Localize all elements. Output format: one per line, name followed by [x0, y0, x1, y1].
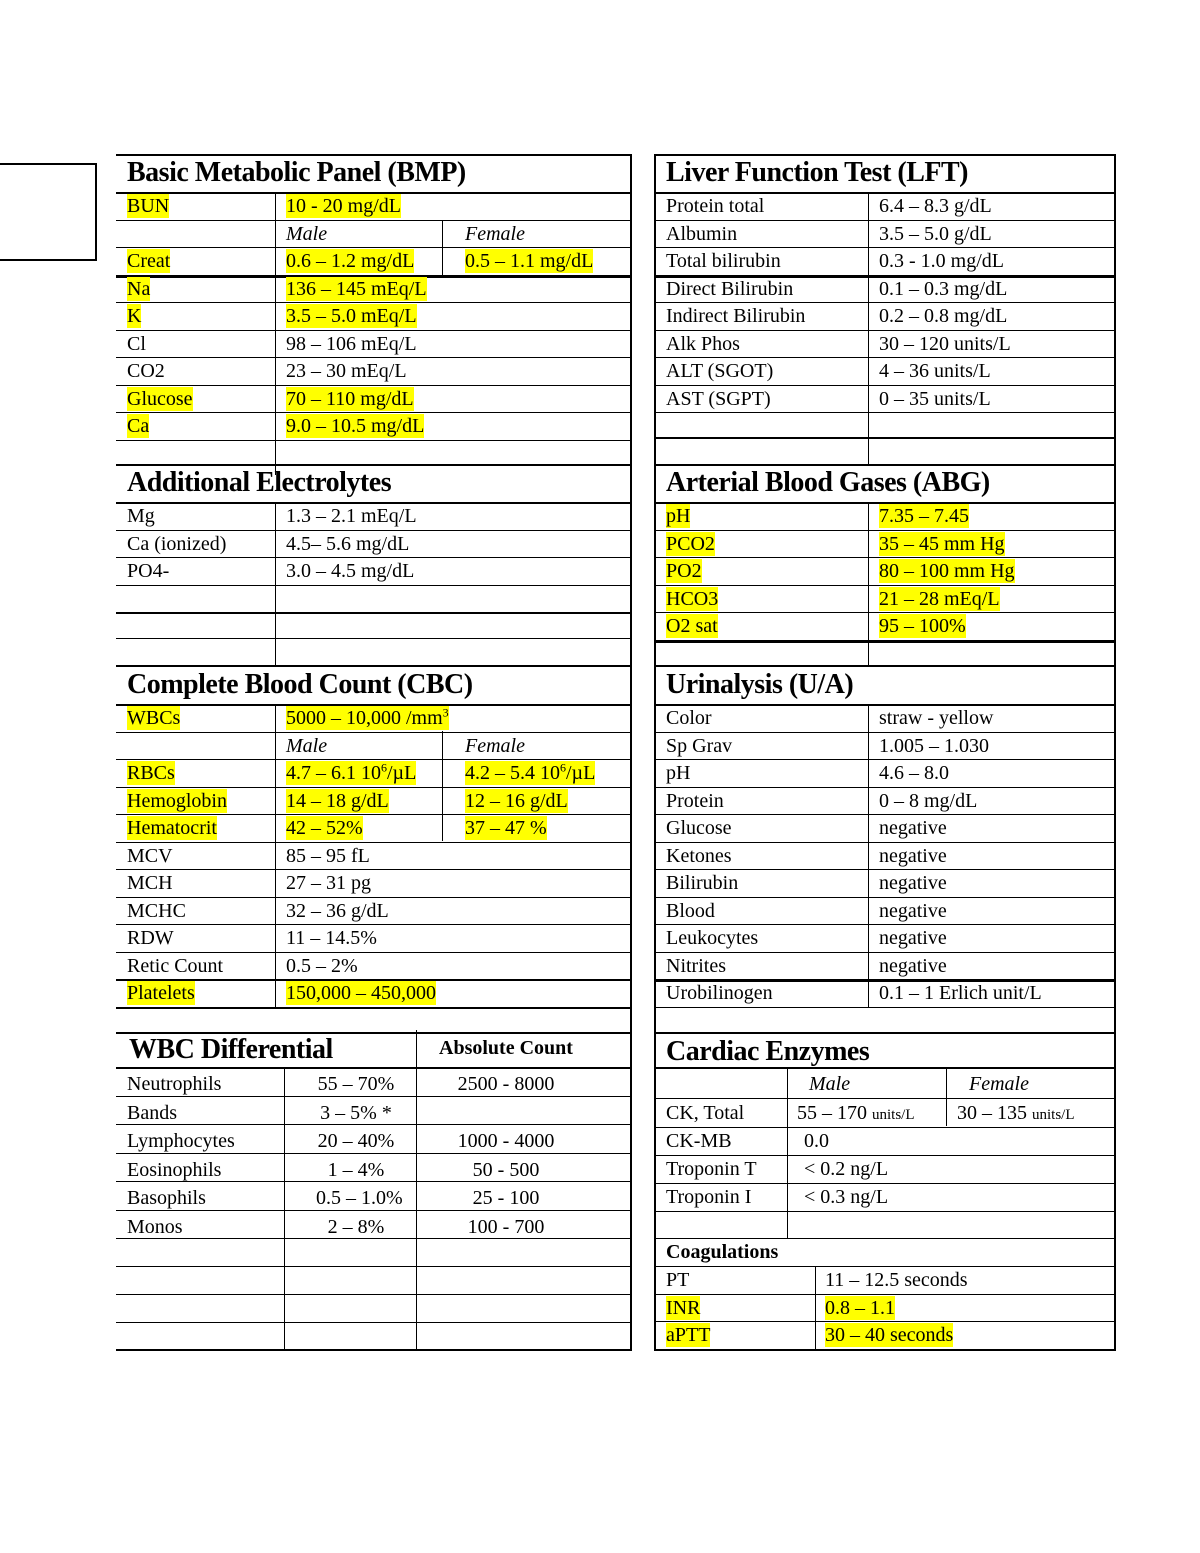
- bmp-value-female: 0.5 – 1.1 mg/dL: [465, 250, 594, 272]
- coag-name: INR: [666, 1296, 701, 1319]
- cbc-name: MCH: [127, 872, 173, 894]
- rule-line: [654, 1007, 1116, 1008]
- column-line: [275, 704, 276, 1007]
- rule-line: [116, 952, 632, 953]
- rule-line: [654, 557, 1116, 558]
- lft-value: 0 – 35 units/L: [879, 387, 991, 410]
- electrolyte-name: Ca (ionized): [127, 532, 227, 555]
- rule-line: [654, 302, 1116, 303]
- bmp-name: CO2: [127, 360, 165, 382]
- bmp-name: Ca: [127, 415, 150, 437]
- cbc-rbc-female-exponent: 6: [560, 760, 566, 775]
- abg-value: 95 – 100%: [879, 615, 966, 637]
- cbc-rbc-male-exponent: 6: [381, 760, 387, 775]
- cbc-male-header: Male: [286, 734, 328, 757]
- rule-line: [116, 585, 632, 586]
- ua-value: negative: [879, 817, 947, 839]
- rule-line: [654, 1294, 1116, 1295]
- rule-line: [654, 1067, 1116, 1069]
- cbc-hct-name: Hematocrit: [127, 817, 217, 839]
- bmp-value: 0.6 – 1.2 mg/dL: [286, 250, 415, 272]
- rule-line: [116, 1210, 632, 1211]
- rule-line: [116, 412, 632, 413]
- ua-name: Glucose: [666, 817, 732, 839]
- rule-line: [654, 1238, 1116, 1239]
- cbc-value: 0.5 – 2%: [286, 954, 358, 977]
- cardiac-ck-male-range: 55 – 170: [797, 1102, 867, 1124]
- rule-line: [116, 1096, 632, 1097]
- lft-value: 0.3 - 1.0 mg/dL: [879, 250, 1004, 272]
- cbc-platelets-name: Platelets: [127, 982, 195, 1004]
- bmp-name: Na: [127, 277, 151, 300]
- wbc-diff-pct: 20 – 40%: [317, 1130, 395, 1152]
- cbc-wbc-value: [286, 706, 449, 730]
- bmp-name: Glucose: [127, 387, 193, 410]
- rule-line: [654, 842, 1116, 843]
- column-line: [868, 502, 869, 665]
- bmp-name: K: [127, 305, 142, 327]
- abg-value: 35 – 45 mm Hg: [879, 532, 1005, 555]
- rule-line: [654, 952, 1116, 953]
- wbc-diff-pct: 55 – 70%: [317, 1073, 395, 1095]
- rule-line: [654, 357, 1116, 358]
- rule-line: [116, 665, 632, 667]
- column-line: [275, 192, 276, 475]
- rule-line: [654, 1211, 1116, 1212]
- abg-title: Arterial Blood Gases (ABG): [666, 467, 990, 498]
- electrolyte-name: PO4-: [127, 560, 170, 582]
- bmp-value: 10 - 20 mg/dL: [286, 195, 401, 217]
- rule-line: [654, 1349, 1116, 1351]
- lft-value: 0.2 – 0.8 mg/dL: [879, 305, 1008, 327]
- bmp-male-header: Male: [286, 222, 328, 245]
- cbc-rbc-female-base: 4.2 – 5.4 10: [465, 762, 560, 784]
- rule-line: [116, 1181, 632, 1182]
- cbc-rbc-male-base: 4.7 – 6.1 10: [286, 762, 381, 784]
- rule-line: [654, 1032, 1116, 1034]
- lft-value: 6.4 – 8.3 g/dL: [879, 195, 992, 217]
- rule-line: [116, 440, 632, 441]
- wbc-diff-pct: 1 – 4%: [327, 1158, 385, 1181]
- rule-line: [654, 1321, 1116, 1322]
- lft-value: 4 – 36 units/L: [879, 360, 991, 382]
- bmp-value: 9.0 – 10.5 mg/dL: [286, 415, 425, 437]
- rule-line: [116, 814, 632, 815]
- cbc-value: 32 – 36 g/dL: [286, 899, 389, 922]
- bmp-title: Basic Metabolic Panel (BMP): [127, 157, 466, 188]
- cbc-title: Complete Blood Count (CBC): [127, 669, 473, 700]
- cbc-rbc-female-unit: /µL: [566, 762, 596, 784]
- rule-line: [116, 385, 632, 386]
- rule-line: [654, 924, 1116, 925]
- wbc-diff-pct: 2 – 8%: [327, 1215, 385, 1238]
- wbc-diff-abs-header: Absolute Count: [439, 1037, 573, 1059]
- rule-line: [654, 759, 1116, 760]
- rule-line: [116, 787, 632, 788]
- rule-line: [654, 585, 1116, 586]
- bmp-value: 136 – 145 mEq/L: [286, 277, 427, 300]
- cardiac-ck-female-unit: units/L: [1032, 1107, 1075, 1123]
- cbc-name: MCHC: [127, 899, 186, 922]
- column-line: [275, 502, 276, 665]
- cbc-wbc-value-base: 5000 – 10,000 /mm: [286, 707, 443, 729]
- column-line: [787, 1067, 788, 1238]
- cardiac-female-header: Female: [969, 1073, 1029, 1095]
- cbc-hct-male: 42 – 52%: [286, 817, 363, 839]
- rule-line: [116, 1322, 632, 1323]
- wbc-diff-abs: 25 - 100: [472, 1187, 540, 1209]
- rule-line: [116, 357, 632, 358]
- cardiac-ck-name: CK, Total: [666, 1102, 745, 1124]
- electrolytes-title: Additional Electrolytes: [127, 467, 392, 498]
- rule-line: [654, 464, 1116, 466]
- rule-line: [116, 154, 632, 156]
- abg-name: PCO2: [666, 532, 715, 555]
- rule-line: [654, 154, 1116, 156]
- ua-value: negative: [879, 872, 947, 894]
- coag-title: Coagulations: [666, 1241, 779, 1263]
- coag-name: PT: [666, 1269, 690, 1291]
- wbc-diff-name: Basophils: [127, 1187, 206, 1209]
- abg-name: PO2: [666, 560, 702, 582]
- abg-name: pH: [666, 505, 691, 527]
- rule-line: [654, 412, 1116, 413]
- cardiac-value: < 0.2 ng/L: [804, 1158, 889, 1180]
- lft-value: 30 – 120 units/L: [879, 332, 1011, 355]
- bmp-name: Creat: [127, 250, 171, 272]
- rule-line: [654, 1183, 1116, 1184]
- rule-line: [116, 1007, 632, 1009]
- cbc-name: RDW: [127, 927, 174, 949]
- bmp-value: 70 – 110 mg/dL: [286, 387, 414, 410]
- wbc-diff-title: WBC Differential: [129, 1034, 333, 1065]
- rule-line: [116, 1124, 632, 1125]
- cbc-hgb-male: 14 – 18 g/dL: [286, 789, 389, 812]
- ua-name: Color: [666, 707, 712, 729]
- cardiac-male-header: Male: [809, 1073, 851, 1095]
- ua-value: straw - yellow: [879, 707, 994, 729]
- lft-value: 0.1 – 0.3 mg/dL: [879, 277, 1008, 300]
- lft-name: Direct Bilirubin: [666, 277, 794, 300]
- cbc-wbc-name: WBCs: [127, 707, 181, 729]
- rule-line: [654, 247, 1116, 248]
- ua-name: Sp Grav: [666, 734, 733, 757]
- wbc-diff-pct: 3 – 5% *: [320, 1101, 392, 1124]
- rule-line: [654, 787, 1116, 788]
- column-line: [654, 154, 656, 1351]
- rule-line: [116, 1238, 632, 1239]
- wbc-diff-name: Monos: [127, 1215, 183, 1238]
- rule-line: [654, 612, 1116, 613]
- lft-name: Alk Phos: [666, 332, 740, 355]
- rule-line: [654, 665, 1116, 667]
- rule-line: [116, 247, 632, 248]
- rule-line: [116, 330, 632, 331]
- rule-line: [116, 1067, 632, 1069]
- wbc-diff-name: Neutrophils: [127, 1073, 222, 1095]
- column-line: [815, 1266, 816, 1349]
- rule-line: [116, 1294, 632, 1295]
- rule-line: [654, 385, 1116, 386]
- electrolyte-value: 4.5– 5.6 mg/dL: [286, 532, 410, 555]
- lft-value: 3.5 – 5.0 g/dL: [879, 222, 992, 245]
- rule-line: [654, 330, 1116, 331]
- ua-name: Nitrites: [666, 954, 726, 977]
- column-line: [946, 1067, 947, 1126]
- rule-line: [116, 759, 632, 760]
- cardiac-ck-male-unit: units/L: [872, 1107, 915, 1123]
- ua-value: negative: [879, 844, 947, 867]
- lft-name: Albumin: [666, 222, 738, 245]
- wbc-diff-abs: 100 - 700: [467, 1215, 545, 1238]
- rule-line: [116, 869, 632, 870]
- cbc-rbc-male-unit: /µL: [387, 762, 417, 784]
- cbc-value: 11 – 14.5%: [286, 927, 377, 949]
- ua-value: negative: [879, 954, 947, 977]
- rule-line: [116, 897, 632, 898]
- coag-name: aPTT: [666, 1324, 711, 1346]
- ua-name: pH: [666, 762, 691, 784]
- cardiac-ck-female: [957, 1101, 1075, 1127]
- rule-line: [116, 1349, 632, 1351]
- bmp-female-header: Female: [465, 222, 525, 245]
- cbc-name: MCV: [127, 844, 173, 867]
- cbc-female-header: Female: [465, 734, 525, 757]
- ua-value: 4.6 – 8.0: [879, 762, 949, 784]
- ua-value: 1.005 – 1.030: [879, 734, 989, 757]
- lft-name: ALT (SGOT): [666, 360, 774, 382]
- rule-line: [116, 612, 632, 614]
- rule-line: [654, 1155, 1116, 1156]
- cbc-hgb-female: 12 – 16 g/dL: [465, 789, 568, 812]
- lft-title: Liver Function Test (LFT): [666, 157, 969, 188]
- column-line: [442, 731, 443, 841]
- cardiac-title: Cardiac Enzymes: [666, 1036, 870, 1067]
- abg-value: 80 – 100 mm Hg: [879, 560, 1015, 582]
- cardiac-value: 0.0: [804, 1130, 829, 1152]
- rule-line: [116, 1153, 632, 1154]
- electrolyte-name: Mg: [127, 505, 155, 527]
- electrolyte-value: 1.3 – 2.1 mEq/L: [286, 505, 417, 527]
- cbc-wbc-value-exponent: 3: [442, 705, 449, 720]
- cbc-rbc-male: [286, 761, 416, 785]
- cbc-name: Retic Count: [127, 954, 224, 977]
- rule-line: [654, 1127, 1116, 1128]
- column-line: [1114, 154, 1116, 1351]
- cardiac-ck-male: [797, 1101, 915, 1127]
- ua-name: Urobilinogen: [666, 982, 773, 1004]
- rule-line: [116, 220, 632, 221]
- wbc-diff-name: Lymphocytes: [127, 1130, 235, 1152]
- rule-line: [654, 732, 1116, 733]
- column-line: [284, 1067, 285, 1350]
- ua-title: Urinalysis (U/A): [666, 669, 854, 700]
- bmp-value: 3.5 – 5.0 mEq/L: [286, 305, 417, 327]
- wbc-diff-abs: 2500 - 8000: [457, 1073, 555, 1095]
- cbc-hgb-name: Hemoglobin: [127, 789, 227, 812]
- rule-line: [654, 1098, 1116, 1099]
- lft-name: Indirect Bilirubin: [666, 305, 806, 327]
- lft-name: Protein total: [666, 195, 765, 217]
- abg-value: 7.35 – 7.45: [879, 505, 969, 527]
- ua-value: negative: [879, 899, 947, 922]
- abg-name: HCO3: [666, 587, 719, 610]
- cbc-platelets-value: 150,000 – 450,000: [286, 982, 436, 1004]
- corner-box: [0, 163, 97, 261]
- coag-value: 0.8 – 1.1: [825, 1296, 895, 1319]
- bmp-name: Cl: [127, 332, 146, 355]
- column-line: [630, 154, 632, 1351]
- rule-line: [116, 732, 632, 733]
- wbc-diff-abs: 1000 - 4000: [457, 1130, 555, 1152]
- abg-name: O2 sat: [666, 615, 718, 637]
- lft-name: AST (SGPT): [666, 387, 771, 410]
- ua-name: Leukocytes: [666, 927, 759, 949]
- rule-line: [654, 814, 1116, 815]
- bmp-value: 98 – 106 mEq/L: [286, 332, 417, 355]
- rule-line: [654, 1266, 1116, 1267]
- bmp-value: 23 – 30 mEq/L: [286, 360, 407, 382]
- cbc-hct-female: 37 – 47 %: [465, 817, 547, 839]
- ua-value: negative: [879, 927, 947, 949]
- rule-line: [116, 1266, 632, 1267]
- wbc-diff-name: Bands: [127, 1101, 177, 1124]
- wbc-diff-name: Eosinophils: [127, 1158, 222, 1181]
- ua-value: 0 – 8 mg/dL: [879, 789, 978, 812]
- cbc-value: 27 – 31 pg: [286, 872, 371, 894]
- rule-line: [654, 437, 1116, 439]
- rule-line: [116, 530, 632, 531]
- wbc-diff-pct: 0.5 – 1.0%: [316, 1187, 403, 1209]
- cbc-rbc-female: [465, 761, 595, 785]
- wbc-diff-abs: 50 - 500: [472, 1158, 540, 1181]
- rule-line: [116, 464, 632, 466]
- column-line: [442, 220, 443, 275]
- coag-value: 30 – 40 seconds: [825, 1324, 954, 1346]
- electrolyte-value: 3.0 – 4.5 mg/dL: [286, 560, 415, 582]
- rule-line: [654, 220, 1116, 221]
- cardiac-name: Troponin T: [666, 1158, 757, 1180]
- rule-line: [116, 842, 632, 843]
- rule-line: [654, 869, 1116, 870]
- rule-line: [116, 638, 632, 639]
- rule-line: [654, 530, 1116, 531]
- ua-name: Blood: [666, 899, 715, 922]
- cbc-value: 85 – 95 fL: [286, 844, 370, 867]
- cardiac-ck-female-range: 30 – 135: [957, 1102, 1027, 1124]
- rule-line: [116, 924, 632, 925]
- ua-name: Protein: [666, 789, 724, 812]
- rule-line: [654, 897, 1116, 898]
- column-line: [416, 1030, 417, 1350]
- bmp-name: BUN: [127, 195, 170, 217]
- cardiac-name: CK-MB: [666, 1130, 732, 1152]
- ua-value: 0.1 – 1 Erlich unit/L: [879, 982, 1042, 1004]
- cardiac-value: < 0.3 ng/L: [804, 1186, 889, 1208]
- cardiac-name: Troponin I: [666, 1186, 752, 1208]
- rule-line: [116, 302, 632, 303]
- lft-name: Total bilirubin: [666, 250, 781, 272]
- rule-line: [116, 557, 632, 558]
- ua-name: Bilirubin: [666, 872, 739, 894]
- column-line: [868, 192, 869, 465]
- rule-line: [654, 640, 1116, 643]
- cbc-rbc-name: RBCs: [127, 762, 175, 784]
- coag-value: 11 – 12.5 seconds: [825, 1269, 968, 1291]
- column-line: [868, 704, 869, 1007]
- ua-name: Ketones: [666, 844, 732, 867]
- abg-value: 21 – 28 mEq/L: [879, 587, 1000, 610]
